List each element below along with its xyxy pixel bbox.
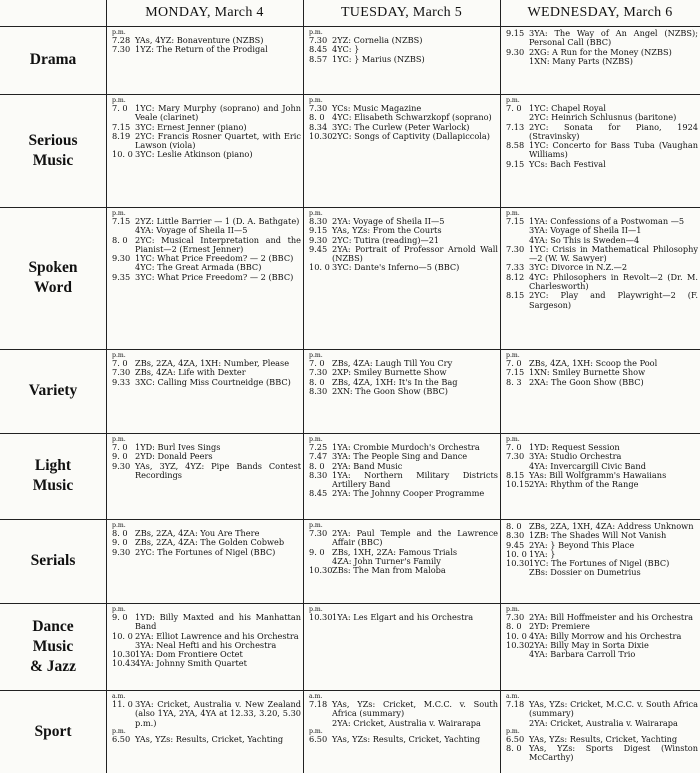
program-text: YCs: Music Magazine <box>332 103 422 113</box>
program-text: 2XG: A Run for the Money (NZBS) <box>529 46 672 57</box>
program-time: 8. 0 <box>309 460 325 471</box>
schedule-cell <box>106 603 303 690</box>
program-text: YAs, YZs: From the Courts <box>332 225 442 236</box>
program-entry <box>112 548 301 557</box>
program-entry <box>506 480 698 489</box>
program-text: 3YA: The Way of An Angel (NZBS); Personal Call (BBC) <box>529 28 698 48</box>
day-header: TUESDAY, March 5 <box>340 5 463 20</box>
day-header: MONDAY, March 4 <box>145 5 264 20</box>
program-time: 7.15 <box>506 367 525 378</box>
schedule-cell <box>303 433 500 519</box>
program-time: 10. 0 <box>309 262 330 273</box>
program-text: 2YC: Tutira (reading)—21 <box>332 234 440 245</box>
time-period-marker: p.m. <box>112 606 126 613</box>
program-text: 4YA: Billy Morrow and his Orchestra <box>529 630 682 641</box>
program-entry <box>309 735 498 744</box>
program-text: ZBs, 2ZA, 4ZA: The Golden Cobweb <box>135 537 285 548</box>
program-text: 2YC: Songs of Captivity (Dallapiccola) <box>332 130 490 141</box>
column-divider <box>106 0 107 773</box>
program-time <box>309 719 332 728</box>
program-time: 7. 0 <box>506 103 522 113</box>
program-time: 7.30 <box>112 367 131 378</box>
program-time: 8.15 <box>506 290 525 301</box>
program-text: YAs, YZs: Results, Cricket, Yachting <box>529 733 678 744</box>
program-time: 8.34 <box>309 121 328 132</box>
program-time <box>506 226 529 235</box>
program-time: 8. 0 <box>506 743 522 754</box>
program-time: 10. 0 <box>506 630 527 641</box>
program-text: 2YC: Play and Playwright—2 (F. Sargeson) <box>529 290 698 310</box>
schedule-cell <box>303 207 500 349</box>
program-time: 8.57 <box>309 53 328 64</box>
program-time: 8.19 <box>112 130 131 141</box>
program-time: 9. 0 <box>112 451 128 462</box>
program-entry <box>309 613 498 622</box>
schedule-cell <box>500 690 700 773</box>
program-text: 2YA: Elliot Lawrence and his Orchestra <box>135 630 299 641</box>
program-time: 8.30 <box>309 385 328 396</box>
program-time: 8.30 <box>309 469 328 480</box>
category-label: Serious Music <box>28 131 78 169</box>
time-period-marker: p.m. <box>112 29 126 36</box>
program-entry <box>112 236 301 255</box>
program-time: 9. 0 <box>112 612 128 622</box>
schedule-cell <box>500 207 700 349</box>
program-text: 4YC: Philosophers in Revolt—2 (Dr. M. Charlesworth) <box>529 271 698 292</box>
program-entry <box>112 378 301 387</box>
row-divider <box>0 603 700 604</box>
category-label: Drama <box>29 51 77 68</box>
program-time: 10.30 <box>309 565 333 576</box>
program-time: 7.30 <box>309 35 328 45</box>
program-entry <box>506 700 698 719</box>
program-text: 1XN: Smiley Burnette Show <box>529 367 646 378</box>
category-label: Variety <box>28 382 78 399</box>
program-time: 7.30 <box>309 528 328 538</box>
program-text: 1YC: Concerto for Bass Tuba (Vaughan Williams) <box>529 140 698 160</box>
program-text: ZBs, 4ZA: Laugh Till You Cry <box>332 358 453 368</box>
program-text: 3YC: Ernest Jenner (piano) <box>135 121 247 132</box>
program-text: 2XP: Smiley Burnette Show <box>332 367 447 378</box>
row-divider <box>0 690 700 691</box>
program-time: 8. 3 <box>506 376 522 387</box>
program-text: 3YA: Neal Hefti and his Orchestra <box>135 639 277 650</box>
program-text: ZBs, 4ZA: Life with Dexter <box>135 367 246 378</box>
program-time: 7.15 <box>112 121 131 132</box>
program-time: 7. 0 <box>309 358 325 368</box>
category-label: Serials <box>30 552 76 569</box>
schedule-cell <box>303 26 500 94</box>
time-period-marker: p.m. <box>112 210 126 217</box>
time-period-marker: p.m. <box>112 436 126 443</box>
program-time: 10.43 <box>112 658 136 669</box>
program-time: 6.50 <box>309 733 328 744</box>
schedule-cell <box>500 433 700 519</box>
program-entry <box>309 387 498 396</box>
time-period-marker: p.m. <box>112 97 126 104</box>
schedule-cell <box>106 690 303 773</box>
program-entry <box>506 160 698 169</box>
program-text: 4YA: Johnny Smith Quartet <box>135 658 247 669</box>
time-period-marker: p.m. <box>112 352 126 359</box>
program-entry <box>506 245 698 264</box>
schedule-cell <box>106 26 303 94</box>
program-time: 6.50 <box>112 733 131 744</box>
program-text: 2YD: Premiere <box>529 621 590 632</box>
time-period-marker: p.m. <box>309 727 323 735</box>
program-text: 4YA: So This is Sweden—4 <box>529 234 640 245</box>
program-time: 10. 0 <box>112 149 133 160</box>
program-entry <box>506 378 698 387</box>
program-time: 7. 0 <box>112 358 128 368</box>
program-time: 10.30 <box>506 558 530 569</box>
program-time: 9.30 <box>506 46 525 57</box>
time-period-marker: p.m. <box>112 727 126 735</box>
program-text: 4ZA: John Turner's Family <box>332 555 441 566</box>
program-time: 7. 0 <box>112 103 128 113</box>
program-entry <box>506 141 698 160</box>
program-text: 2YC: Heinrich Schlusnus (baritone) <box>529 112 677 123</box>
program-text: ZBs, 1XH, 2ZA: Famous Trials <box>332 546 458 557</box>
time-period-marker: p.m. <box>112 522 126 529</box>
schedule-cell <box>500 26 700 94</box>
schedule-cell <box>500 94 700 207</box>
program-time: 8. 0 <box>309 376 325 387</box>
program-time: 9.15 <box>309 225 328 236</box>
program-text: YAs, YZs: Cricket, M.C.C. v. South Africa (summary) <box>529 699 698 719</box>
row-divider <box>0 349 700 350</box>
program-entry <box>309 245 498 264</box>
column-divider <box>500 0 501 773</box>
program-entry <box>506 719 698 728</box>
program-time: 7.30 <box>309 367 328 378</box>
program-text: 2YC: Musical Interpretation and the Pianist—2 (Ernest Jenner) <box>135 234 301 254</box>
program-text: 3YC: What Price Freedom? — 2 (BBC) <box>135 271 294 282</box>
schedule-cell <box>303 519 500 603</box>
program-text: 1YD: Burl Ives Sings <box>135 442 221 452</box>
program-text: 4YA: Voyage of Sheila II—5 <box>135 225 248 236</box>
schedule-cell <box>303 94 500 207</box>
program-text: ZBs, 2ZA, 4ZA, 1XH: Number, Please <box>135 358 290 368</box>
program-text: YAs, 4YZ: Bonaventure (NZBS) <box>135 35 264 45</box>
program-text: 2YA: The Johnny Cooper Programme <box>332 488 485 499</box>
program-text: ZBs, 4ZA, 1XH: It's In the Bag <box>332 376 458 387</box>
program-time: 10.30 <box>309 130 333 141</box>
program-entry <box>309 566 498 575</box>
program-text: 1YA: Northern Military Districts Artillery Band <box>332 469 498 490</box>
time-period-marker: p.m. <box>506 436 520 443</box>
program-text: 2YZ: Little Barrier — 1 (D. A. Bathgate) <box>135 216 300 226</box>
program-entry <box>112 613 301 632</box>
program-time: 7.30 <box>506 612 525 622</box>
program-time: 8.30 <box>309 216 328 226</box>
program-text: 1YC: Crisis in Mathematical Philosophy—2 (W. W. Sawyer) <box>529 243 698 264</box>
program-time: 10.30 <box>506 639 530 650</box>
program-text: 1YD: Request Session <box>529 442 620 452</box>
program-time: 9.45 <box>309 243 328 254</box>
program-time: 7.30 <box>112 44 131 55</box>
program-time: 9.35 <box>112 271 131 282</box>
program-text: 1YA: } <box>529 548 556 559</box>
time-period-marker: p.m. <box>309 97 323 104</box>
program-entry <box>309 529 498 548</box>
time-period-marker: a.m. <box>112 693 126 700</box>
program-text: 3YA: Voyage of Sheila II—1 <box>529 225 642 236</box>
column-divider <box>303 0 304 773</box>
program-time: 7.30 <box>506 243 525 254</box>
category-label: Light Music <box>32 457 74 494</box>
program-text: 1YA: Crombie Murdoch's Orchestra <box>332 442 480 452</box>
program-text: 4YC: The Great Armada (BBC) <box>135 262 262 273</box>
program-text: 3YA: The People Sing and Dance <box>332 451 468 462</box>
program-text: 2YA: Voyage of Sheila II—5 <box>332 216 445 226</box>
program-entry <box>112 132 301 151</box>
program-time: 8.45 <box>309 488 328 499</box>
program-entry <box>112 735 301 744</box>
schedule-cell <box>303 690 500 773</box>
schedule-cell <box>106 433 303 519</box>
time-period-marker: p.m. <box>506 606 520 613</box>
program-time: 7.30 <box>309 103 328 113</box>
program-text: YAs, YZs: Results, Cricket, Yachting <box>135 733 284 744</box>
program-text: 1YC: The Fortunes of Nigel (BBC) <box>529 558 670 569</box>
program-time: 7.13 <box>506 121 525 132</box>
program-text: ZBs, 4ZA, 1XH: Scoop the Pool <box>529 358 658 368</box>
time-period-marker: p.m. <box>309 606 323 613</box>
program-entry <box>112 273 301 282</box>
day-header: WEDNESDAY, March 6 <box>527 5 673 20</box>
program-text: 2XN: The Goon Show (BBC) <box>332 385 448 396</box>
program-text: 2YA: Rhythm of the Range <box>529 479 639 490</box>
program-text: 2YD: Donald Peers <box>135 451 213 462</box>
program-entry <box>506 57 698 66</box>
program-entry <box>309 471 498 490</box>
time-period-marker: p.m. <box>309 210 323 217</box>
program-time: 9.30 <box>112 546 131 557</box>
program-text: 2YA: Band Music <box>332 460 403 471</box>
program-time: 7.30 <box>506 451 525 462</box>
program-text: 4YA: Barbara Carroll Trio <box>529 649 636 660</box>
program-text: 3YC: Leslie Atkinson (piano) <box>135 149 253 160</box>
program-time: 8.45 <box>309 44 328 55</box>
program-time: 8.58 <box>506 140 525 151</box>
program-text: YCs: Bach Festival <box>529 158 606 169</box>
program-text: 1YC: Mary Murphy (soprano) and John Veale (clarinet) <box>135 103 301 123</box>
program-entry <box>506 29 698 48</box>
program-text: ZBs, 2ZA, 4ZA: You Are There <box>135 528 260 538</box>
schedule-cell <box>303 603 500 690</box>
schedule-cell <box>500 603 700 690</box>
schedule-cell <box>106 207 303 349</box>
program-text: 2YA: Paul Temple and the Lawrence Affair (BBC) <box>332 528 498 548</box>
program-entry <box>309 719 498 728</box>
program-text: 2YA: Cricket, Australia v. Wairarapa <box>332 717 481 728</box>
program-text: 1YA: Les Elgart and his Orchestra <box>332 612 474 622</box>
program-entry <box>309 55 498 64</box>
time-period-marker: p.m. <box>309 352 323 359</box>
program-entry <box>506 273 698 292</box>
program-entry <box>309 700 498 719</box>
schedule-cell <box>106 94 303 207</box>
program-text: 4YC: Elisabeth Schwarzkopf (soprano) <box>332 112 492 123</box>
program-time: 7.15 <box>112 216 131 226</box>
program-time: 9.15 <box>506 158 525 169</box>
program-text: 2YA: Portrait of Professor Arnold Wall (NZBS) <box>332 243 498 264</box>
program-time: 8.30 <box>506 530 525 541</box>
program-entry <box>112 462 301 481</box>
program-time: 8. 0 <box>506 521 522 531</box>
program-text: 2YA: Bill Hoffmeister and his Orchestra <box>529 612 694 622</box>
program-time: 10.15 <box>506 479 530 490</box>
program-entry <box>112 104 301 123</box>
program-text: 1YC: Chapel Royal <box>529 103 607 113</box>
program-time: 8.12 <box>506 271 525 282</box>
program-entry <box>112 659 301 668</box>
program-time: 10.30 <box>309 612 333 622</box>
row-divider <box>0 519 700 520</box>
program-text: 1YC: What Price Freedom? — 2 (BBC) <box>135 253 294 264</box>
program-time: 8. 0 <box>309 112 325 123</box>
time-period-marker: p.m. <box>309 522 323 529</box>
row-divider <box>0 433 700 434</box>
program-time: 7.15 <box>506 216 525 226</box>
row-divider <box>0 207 700 208</box>
program-time: 10. 0 <box>112 630 133 641</box>
schedule-cell <box>106 519 303 603</box>
program-text: 2YA: Cricket, Australia v. Wairarapa <box>529 717 678 728</box>
program-text: 3YC: Dante's Inferno—5 (BBC) <box>332 262 460 273</box>
category-label: Spoken Word <box>28 259 78 296</box>
program-text: 4YC: } <box>332 44 360 55</box>
program-text: ZBs: The Man from Maloba <box>332 565 446 576</box>
program-time: 8. 0 <box>112 528 128 538</box>
program-time: 9. 0 <box>309 546 325 557</box>
program-time: 7.25 <box>309 442 328 452</box>
program-text: 1YA: Confessions of a Postwoman —5 <box>529 216 685 226</box>
program-text: YAs: Bill Wolfgramm's Hawaiians <box>529 469 667 480</box>
program-text: 1YC: } Marius (NZBS) <box>332 53 425 64</box>
category-label: Dance Music & Jazz <box>29 617 77 675</box>
program-time: 9.30 <box>309 234 328 245</box>
program-time: 7.28 <box>112 35 131 45</box>
program-text: 2YC: Francis Rosner Quartet, with Eric Lawson (viola) <box>135 130 301 151</box>
program-time: 8.15 <box>506 469 525 480</box>
program-time: 9.30 <box>112 460 131 471</box>
program-time <box>506 719 529 728</box>
program-text: YAs, 3YZ, 4YZ: Pipe Bands Contest Recordings <box>135 460 301 480</box>
row-divider <box>0 26 700 27</box>
program-text: 3YA: Cricket, Australia v. New Zealand (also 1YA, 2YA, 4YA at 12.33, 3.20, 5.30 p.m.) <box>135 699 301 728</box>
program-time <box>506 568 529 577</box>
program-time: 10.30 <box>112 649 136 660</box>
row-divider <box>0 94 700 95</box>
program-time: 8. 0 <box>112 234 128 245</box>
schedule-cell <box>500 519 700 603</box>
schedule-cell <box>106 349 303 433</box>
program-text: 2YC: Sonata for Piano, 1924 (Stravinsky) <box>529 121 698 141</box>
program-text: YAs, YZs: Sports Digest (Winston McCarthy) <box>529 743 698 763</box>
schedule-cell <box>303 349 500 433</box>
program-time: 7.18 <box>506 699 525 709</box>
program-entry <box>506 744 698 763</box>
program-text: 2YA: Billy May in Sorta Dixie <box>529 639 649 650</box>
program-entry <box>506 291 698 310</box>
time-period-marker: p.m. <box>309 436 323 443</box>
time-period-marker: p.m. <box>506 97 520 104</box>
program-text: 2YC: The Fortunes of Nigel (BBC) <box>135 546 276 557</box>
program-time: 7.33 <box>506 262 525 273</box>
program-text: 1XN: Many Parts (NZBS) <box>529 55 633 66</box>
program-entry <box>506 568 698 577</box>
program-text: ZBs: Dossier on Dumetrius <box>529 567 641 578</box>
program-text: 3YA: Studio Orchestra <box>529 451 622 462</box>
program-time: 7. 0 <box>506 358 522 368</box>
program-entry <box>309 263 498 272</box>
time-period-marker: a.m. <box>309 693 323 700</box>
program-text: 3YC: The Curlew (Peter Warlock) <box>332 121 470 132</box>
category-label: Sport <box>34 722 72 740</box>
program-time <box>506 650 529 659</box>
program-text: 1YA: Dom Frontiere Octet <box>135 649 243 660</box>
program-time: 7. 0 <box>112 442 128 452</box>
program-time: 7.47 <box>309 451 328 462</box>
program-text: YAs, YZs: Results, Cricket, Yachting <box>332 733 481 744</box>
program-time: 11. 0 <box>112 699 133 709</box>
program-time: 7. 0 <box>506 442 522 452</box>
program-text: 2XA: The Goon Show (BBC) <box>529 376 644 387</box>
program-time: 9. 0 <box>112 537 128 548</box>
program-text: ZBs, 2ZA, 1XH, 4ZA: Address Unknown <box>529 521 694 531</box>
program-text: 3XC: Calling Miss Courtneidge (BBC) <box>135 376 291 387</box>
program-entry <box>112 150 301 159</box>
program-time: 7.18 <box>309 699 328 709</box>
program-text: 1YZ: The Return of the Prodigal <box>135 44 268 55</box>
program-text: 2YZ: Cornelia (NZBS) <box>332 35 423 45</box>
schedule-cell <box>500 349 700 433</box>
program-text: 4YA: Invercargill Civic Band <box>529 460 646 471</box>
program-time: 9.30 <box>112 253 131 264</box>
program-time: 9.33 <box>112 376 131 387</box>
program-text: YAs, YZs: Cricket, M.C.C. v. South Africa (summary) <box>332 699 498 719</box>
program-time: 10. 0 <box>506 548 527 559</box>
time-period-marker: p.m. <box>506 352 520 359</box>
time-period-marker: p.m. <box>506 727 520 735</box>
program-entry <box>112 700 301 728</box>
program-text: 1YD: Billy Maxted and his Manhattan Band <box>135 612 301 632</box>
time-period-marker: p.m. <box>309 29 323 36</box>
program-entry <box>112 45 301 54</box>
program-entry <box>309 132 498 141</box>
program-time: 6.50 <box>506 733 525 744</box>
program-text: 1ZB: The Shades Will Not Vanish <box>529 530 667 541</box>
program-text: 3YC: Divorce in N.Z.—2 <box>529 262 628 273</box>
time-period-marker: p.m. <box>506 210 520 217</box>
program-text: 2YA: } Beyond This Place <box>529 539 635 550</box>
program-time: 9.15 <box>506 28 525 38</box>
program-entry <box>506 650 698 659</box>
time-period-marker: a.m. <box>506 693 520 700</box>
program-time: 9.45 <box>506 539 525 550</box>
program-time: 8. 0 <box>506 621 522 632</box>
program-time <box>506 57 529 66</box>
program-entry <box>506 123 698 142</box>
program-entry <box>309 489 498 498</box>
